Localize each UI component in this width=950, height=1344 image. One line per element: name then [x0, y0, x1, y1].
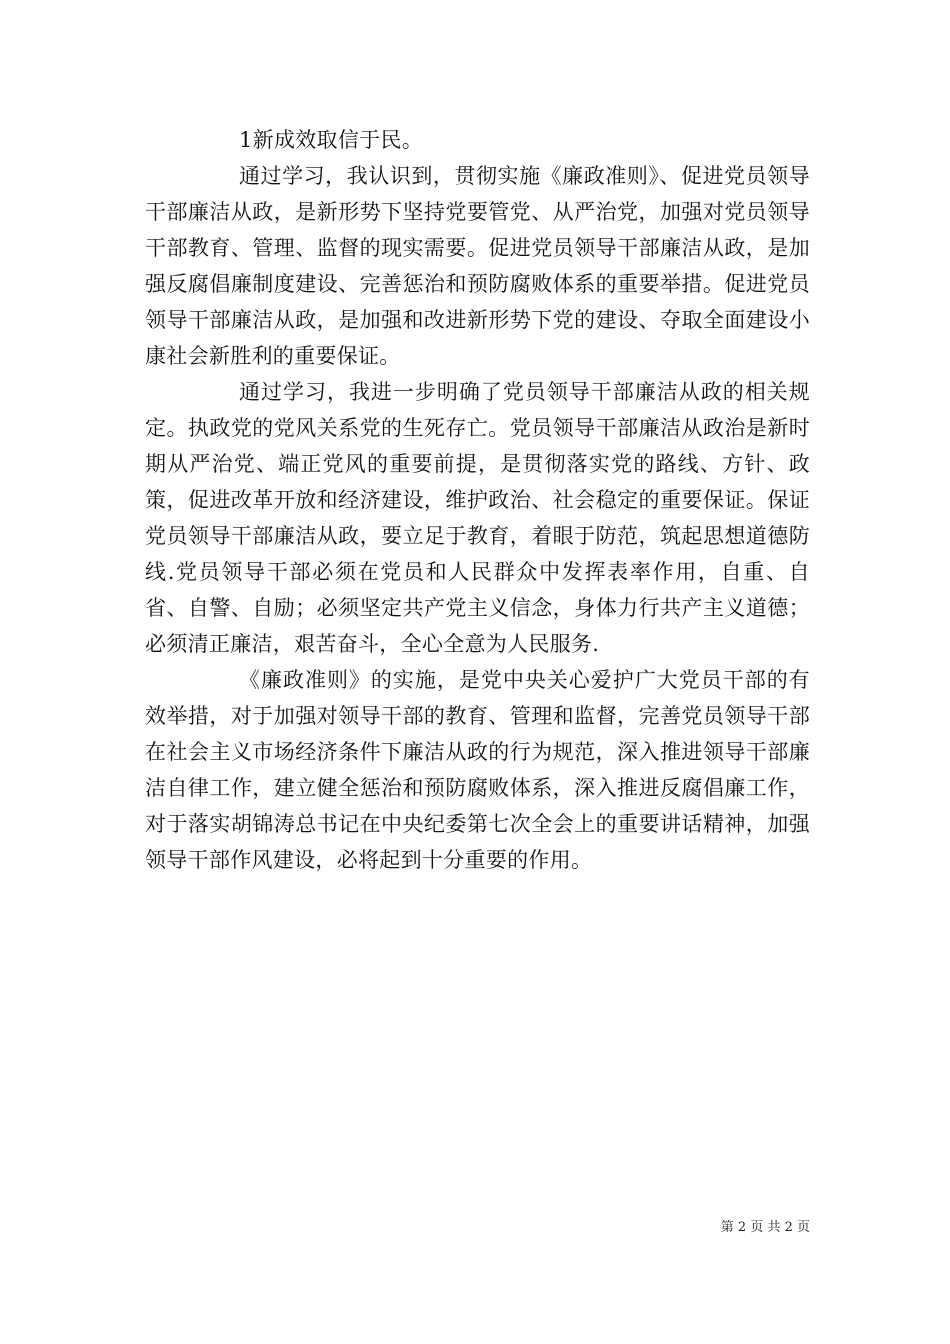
paragraph-1: 1新成效取信于民。 — [239, 128, 424, 152]
document-body — [145, 122, 810, 878]
paragraph-3: 通过学习，我进一步明确了党员领导干部廉洁从政的相关规定。执政党的党风关系党的生死存亡。党员领导干部廉洁从政治是新时期从严治党、端正党风的重要前提，是贯彻落实党的路线、方针、政策，促进改革开放和经济建设，维护政治、社会稳定的重要保证。保证党员领导干部廉洁从政，要立足于教育，着眼于防范，筑起思想道德防线.党员领导干部必须在党员和人民群众中发挥表率作用，自重、自省、自警、自励；必须坚定共产党主义信念，身体力行共产主义道德；必须清正廉洁，艰苦奋斗，全心全意为人民服务. — [145, 380, 810, 656]
paragraph-4: 《廉政准则》的实施，是党中央关心爱护广大党员干部的有效举措，对于加强对领导干部的教育、管理和监督，完善党员领导干部在社会主义市场经济条件下廉洁从政的行为规范，深入推进领导干部廉洁自律工作，建立健全惩治和预防腐败体系，深入推进反腐倡廉工作，对于落实胡锦涛总书记在中央纪委第七次全会上的重要讲话精神，加强领导干部作风建设，必将起到十分重要的作用。 — [145, 668, 810, 872]
paragraph-2: 通过学习，我认识到，贯彻实施《廉政准则》、促进党员领导干部廉洁从政，是新形势下坚持党要管党、从严治党，加强对党员领导干部教育、管理、监督的现实需要。促进党员领导干部廉洁从政，是加强反腐倡廉制度建设、完善惩治和预防腐败体系的重要举措。促进党员领导干部廉洁从政，是加强和改进新形势下党的建设、夺取全面建设小康社会新胜利的重要保证。 — [145, 164, 810, 368]
page-number-footer: 第 2 页 共 2 页 — [720, 1220, 810, 1235]
